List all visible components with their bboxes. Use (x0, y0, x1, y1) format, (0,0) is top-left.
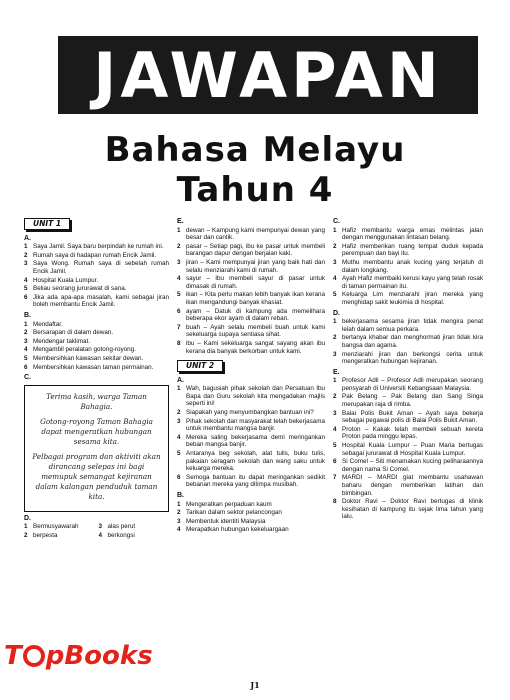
answer-item (333, 442, 483, 457)
answer-column-3 (333, 218, 483, 521)
item-number: 6 (24, 293, 28, 301)
item-number: 2 (24, 251, 28, 259)
publisher-logo: T pBooks (4, 641, 153, 671)
answer-item (24, 329, 169, 337)
answer-item (333, 291, 483, 306)
handwritten-line: Pelbagai program dan aktiviti akan dirancang selepas ini bagi memupuk semangat kejiranan dalam kalangan penduduk taman kita. (32, 451, 161, 501)
item-text: dewan – Kampung kami mempunyai dewan yang besar dan cantik. (186, 226, 325, 242)
year-title: Tahun 4 (176, 170, 334, 210)
item-text: jiran – Kami mempunyai jiran yang baik hati dan selalu menziarahi kami di rumah. (186, 258, 325, 274)
answer-item: 4 berkongsi (98, 531, 135, 539)
item-text: ayam – Datuk di kampung ada memelihara beberapa ekor ayam di dalam reban. (186, 307, 325, 323)
answer-item (177, 409, 325, 417)
item-number: 5 (24, 285, 28, 293)
item-number: 3 (24, 337, 28, 345)
answer-item (24, 277, 169, 285)
answer-item (24, 321, 169, 329)
item-text: bekerjasama sesama jiran tidak mengira penat lelah dalam semua perkara. (342, 318, 483, 333)
item-text: Pihak sekolah dan masyarakat telah bekerjasama untuk membantu mangsa banjir. (186, 417, 325, 433)
item-text: Membersihkan kawasan taman permainan. (33, 363, 154, 371)
item-text: Keluarga Lim menziarahi jiran mereka yang menghidap sakit leukimia di hospital. (342, 291, 483, 306)
item-number: 6 (333, 458, 337, 466)
item-number: 1 (24, 243, 28, 251)
item-number: 4 (177, 275, 181, 283)
item-number: 1 (177, 385, 181, 393)
answer-list (333, 377, 483, 521)
answer-item (333, 377, 483, 392)
item-text: Bersarapan di dalam dewan. (33, 329, 114, 337)
answer-item (24, 285, 169, 293)
answer-item (177, 259, 325, 274)
section-label: B. (177, 492, 184, 499)
item-number: 7 (177, 323, 181, 331)
answer-item (333, 227, 483, 242)
handwritten-line: Terima kasih, warga Taman Bahagia. (46, 391, 147, 411)
answer-item (24, 260, 169, 275)
item-text: Membentuk identiti Malaysia (186, 517, 266, 525)
answer-item: 3 alas perut (98, 523, 136, 531)
answer-item (333, 474, 483, 497)
item-number: 3 (177, 517, 181, 525)
answer-item (177, 418, 325, 433)
item-number: 3 (177, 417, 181, 425)
answer-item (24, 294, 169, 309)
answer-item (177, 501, 325, 509)
item-text: MARDI – MARDI giat membantu usahawan baharu dengan memberikan latihan dan bimbingan. (342, 474, 483, 497)
answer-item (24, 346, 169, 354)
item-number: 1 (177, 226, 181, 234)
answer-list (24, 321, 169, 372)
item-text: Profesor Adli – Profesor Adli merupakan seorang pensyarah di Universiti Kebangsaan Malaysia. (342, 377, 483, 392)
answer-item (24, 243, 169, 251)
answer-item (177, 324, 325, 339)
item-text: Beliau seorang jururawat di sana. (33, 285, 127, 293)
item-number: 3 (24, 260, 28, 268)
answer-item (333, 351, 483, 366)
item-text: Saya Wong. Rumah saya di sebelah rumah Encik Jamil. (33, 260, 169, 275)
item-text: Rumah saya di hadapan rumah Encik Jamil. (33, 251, 157, 259)
item-text: Hafiz membantu warga emas melintas jalan dengan menggunakan lintasan belang. (342, 226, 483, 242)
item-number: 2 (177, 409, 181, 417)
answer-item (333, 243, 483, 258)
answer-item: 1 Bermusyawarah (24, 523, 79, 531)
section-label: E. (177, 218, 184, 225)
answer-item (333, 498, 483, 521)
page-number: J1 (250, 680, 260, 690)
item-number: 6 (24, 363, 28, 371)
item-number: 6 (177, 307, 181, 315)
item-number: 4 (24, 346, 28, 354)
answer-list (333, 227, 483, 307)
item-number: 1 (24, 320, 28, 328)
item-number: 1 (333, 318, 337, 326)
answer-item (177, 243, 325, 258)
item-number: 2 (177, 509, 181, 517)
item-number: 2 (333, 393, 337, 401)
answer-item (333, 458, 483, 473)
item-number: 4 (177, 526, 181, 534)
answer-item (24, 338, 169, 346)
answer-item (24, 355, 169, 363)
section-label: D. (24, 514, 31, 522)
item-number: 6 (177, 473, 181, 481)
answer-item (177, 434, 325, 449)
unit-heading: UNIT 2 (177, 360, 223, 372)
unit-heading: UNIT 1 (24, 218, 70, 230)
item-text: Pak Belang – Pak Belang dan Sang Singa merupakan raja di rimba. (342, 393, 483, 409)
item-text: Proton – Kakak telah membeli sebuah kereta Proton pada minggu lepas. (342, 425, 483, 441)
item-text: Mengambil peralatan gotong-royong. (33, 346, 136, 354)
item-text: bertanya khabar dan menghormati jiran tidak kira bangsa dan agama. (342, 334, 483, 349)
item-text: Hafiz memberikan ruang tempat duduk kepada perempuan dan bayi itu. (342, 242, 483, 258)
answer-column-2 (177, 218, 325, 534)
item-text: Jika ada apa-apa masalah, kami sebagai jiran boleh membantu Encik Jamil. (33, 293, 169, 309)
item-text: Ayah Hafiz membaiki kerusi kayu yang telah rosak di taman permainan itu. (342, 275, 483, 290)
item-text: Doktor Ravi – Doktor Ravi bertugas di klinik kesihatan di kampung itu sejak lima tahun yang lalu. (342, 498, 483, 521)
item-number: 8 (177, 339, 181, 347)
answer-item (333, 410, 483, 425)
item-text: Si Comel – Siti menamakan kucing peliharaannya dengan nama Si Comel. (342, 458, 483, 473)
item-text: Membersihkan kawasan sekitar dewan. (33, 354, 144, 362)
answer-item (177, 385, 325, 408)
item-number: 5 (177, 291, 181, 299)
item-number: 2 (24, 329, 28, 337)
answer-item (177, 340, 325, 355)
section-label: B. (24, 311, 31, 319)
item-number: 1 (177, 500, 181, 508)
item-text: Semoga bantuan itu dapat meringankan sedikit bebanan mereka yang ditimpa musibah. (186, 473, 325, 489)
item-number: 4 (333, 425, 337, 433)
item-text: Saya Jamil. Saya baru berpindah ke rumah ini. (33, 243, 164, 251)
answer-item (177, 308, 325, 323)
section-label: E. (333, 368, 340, 376)
answer-item (177, 227, 325, 242)
answer-item (177, 291, 325, 306)
item-number: 5 (177, 450, 181, 458)
answer-list (24, 243, 169, 309)
item-number: 3 (333, 409, 337, 417)
item-text: Muthu membantu anak kucing yang terjatuh di dalam longkang. (342, 258, 483, 274)
answer-item: 2 berpesta (24, 531, 58, 539)
item-number: 3 (177, 258, 181, 266)
item-number: 5 (24, 354, 28, 362)
answer-item (333, 318, 483, 333)
item-text: menziarahi jiran dan berkongsi cerita untuk mengeratkan hubungan kejiranan. (342, 350, 483, 366)
item-text: Mendaftar. (33, 320, 63, 328)
answer-column-1 (24, 218, 169, 539)
item-text: Balai Polis Bukit Aman – Ayah saya bekerja sebagai pegawai polis di Balai Polis Bukit Aman. (342, 409, 483, 425)
item-text: Merapatkan hubungan kekeluargaan (186, 526, 289, 534)
item-number: 4 (24, 276, 28, 284)
answer-item (333, 275, 483, 290)
item-text: Siapakah yang menyumbangkan bantuan ini? (186, 409, 314, 417)
answer-list (177, 227, 325, 356)
answer-item (333, 334, 483, 349)
answer-item (24, 364, 169, 372)
item-number: 3 (333, 258, 337, 266)
answer-item (177, 275, 325, 290)
item-text: ikan – Kita perlu makan lebih banyak ikan kerana ikan mengandungi banyak khasiat. (186, 291, 325, 306)
item-number: 2 (333, 242, 337, 250)
handwritten-line: Gotong-royong Taman Bahagia dapat mengeratkan hubungan sesama kita. (40, 416, 153, 446)
answer-item (177, 450, 325, 473)
item-text: Hospital Kuala Lumpur – Puan Maria bertugas sebagai jururawat di Hospital Kuala Lumpur. (342, 442, 483, 457)
item-number: 5 (333, 442, 337, 450)
item-number: 3 (333, 350, 337, 358)
section-label: C. (333, 218, 340, 225)
answer-list (177, 501, 325, 534)
item-number: 4 (177, 433, 181, 441)
item-number: 1 (333, 377, 337, 385)
answer-item (333, 426, 483, 441)
item-number: 7 (333, 474, 337, 482)
item-text: ibu – Kami sekeluarga sangat sayang akan ibu kerana dia banyak berkorban untuk kami. (186, 339, 325, 355)
answer-item (24, 252, 169, 260)
item-text: Wah, bagusiah pihak sekolah dan Persatuan Ibu Bapa dan Guru sekolah kita mengadakan majlis seperti ini! (186, 385, 325, 408)
answer-item (177, 474, 325, 489)
banner-title: JAWAPAN (58, 36, 478, 114)
answer-item (177, 509, 325, 517)
item-text: Mendengar taklimat. (33, 337, 91, 345)
section-label: A. (177, 376, 184, 384)
answer-list (333, 318, 483, 366)
section-label: C. (24, 374, 31, 382)
item-text: Mereka saling bekerjasama demi meringankan beban mangsa banjir. (186, 433, 325, 449)
item-text: Tarikan dalam sektor pelancongan (186, 509, 282, 517)
answer-item (177, 518, 325, 526)
item-text: Mengeratkan perpaduan kaum (186, 500, 272, 508)
item-text: pasar – Setiap pagi, ibu ke pasar untuk membeli barangan dapur dengan berjalan kaki. (186, 242, 325, 258)
answer-list (177, 385, 325, 489)
item-text: buah – Ayah selalu membeli buah untuk kami sekeluarga supaya sentiasa sihat. (186, 323, 325, 339)
subject-title: Bahasa Melayu (104, 130, 406, 170)
section-label: A. (24, 234, 31, 242)
item-number: 1 (333, 226, 337, 234)
item-number: 8 (333, 498, 337, 506)
answer-list (24, 522, 169, 539)
handwritten-answer-box (24, 385, 169, 512)
answer-item (333, 259, 483, 274)
item-number: 2 (177, 242, 181, 250)
item-text: sayur – Ibu membeli sayur di pasar untuk dimasak di rumah. (186, 275, 325, 290)
section-label: D. (333, 309, 340, 317)
answer-item (333, 393, 483, 408)
item-number: 2 (333, 334, 337, 342)
answer-item (177, 526, 325, 534)
item-text: Hospital Kuala Lumpur. (33, 276, 99, 284)
item-number: 5 (333, 291, 337, 299)
item-number: 4 (333, 275, 337, 283)
item-text: Antaranya beg sekolah, alat tulis, buku tulis, pakaian seragam sekolah dan wang saku untuk keluarga mereka. (186, 450, 325, 473)
